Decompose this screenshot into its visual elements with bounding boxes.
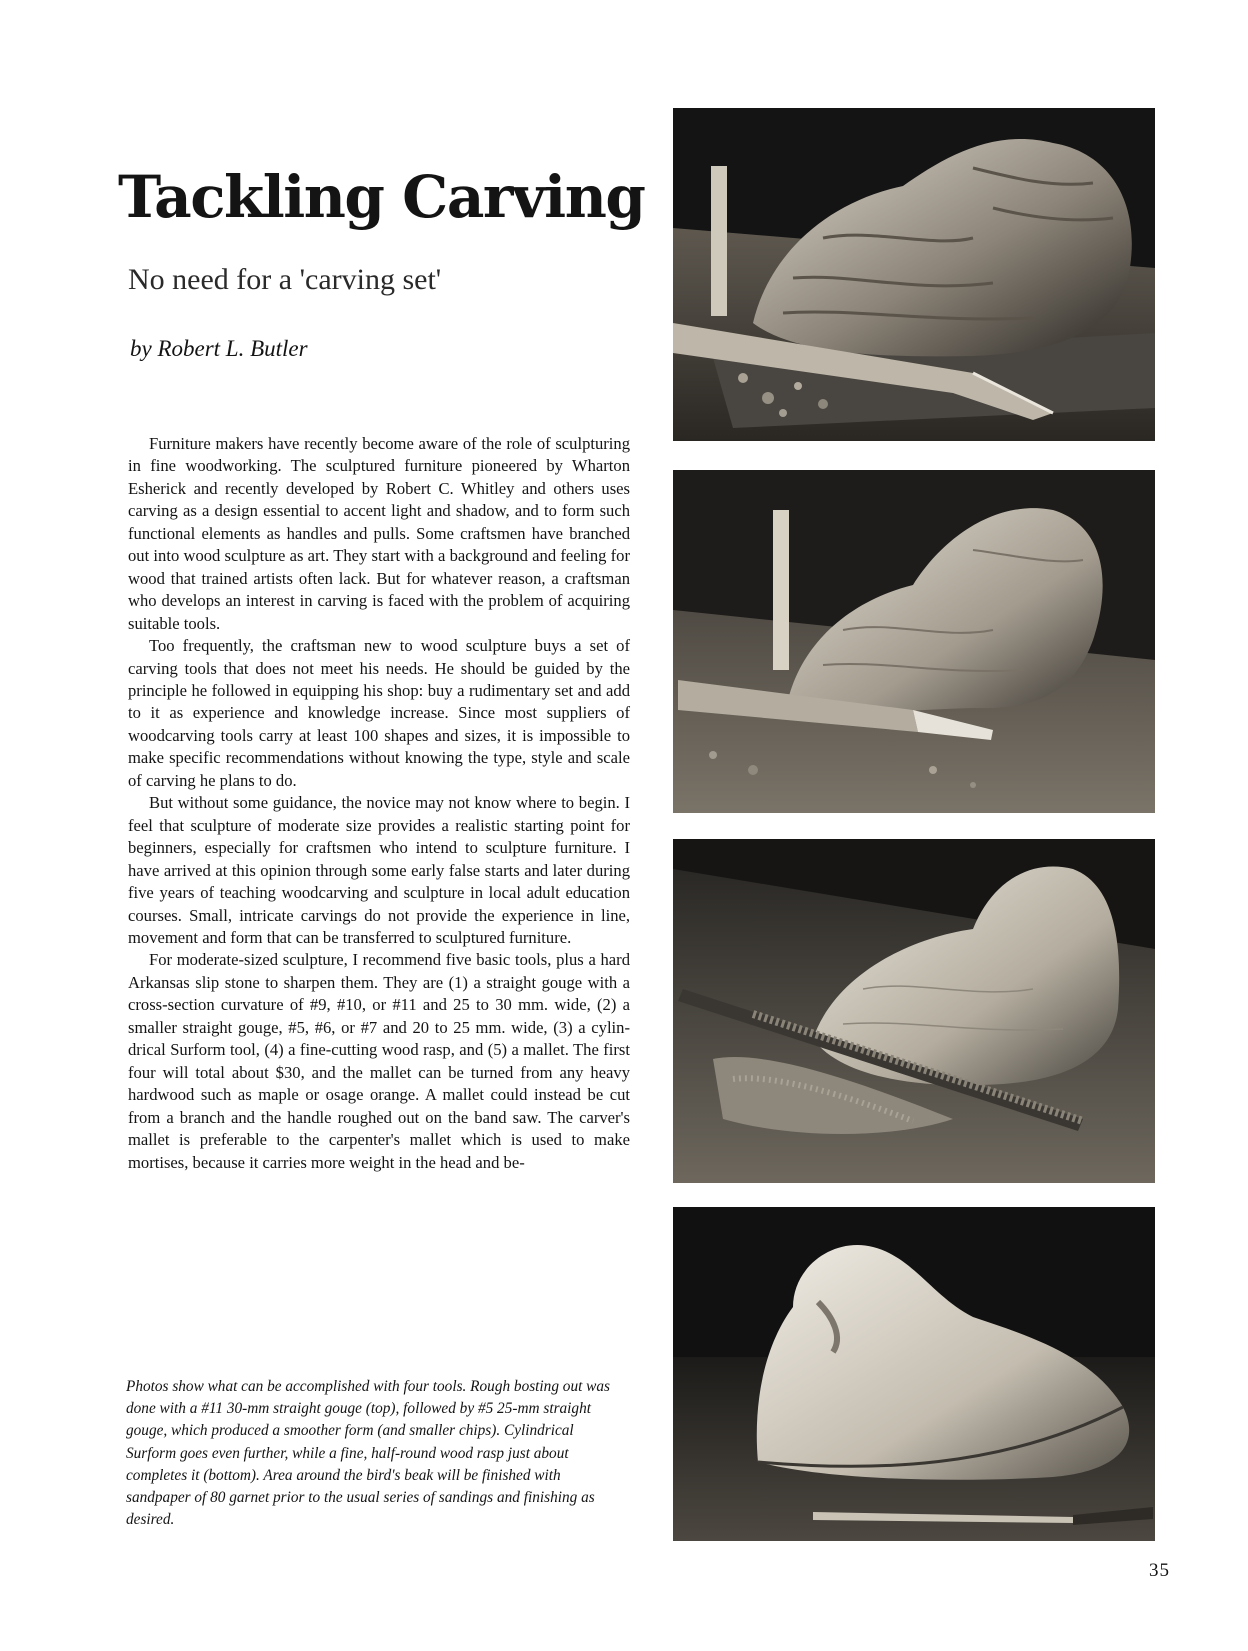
paragraph: Too frequently, the craftsman new to wood sculpture buys a set of carving tools that does not meet his needs. He should be guided by the principle he followed in equipping his shop: buy a rudimentary set and add to it as experience and knowledge increase. Since most suppliers of woodcarving tools carry at least 100 shapes and sizes, it is impossible to make specific recommendations without knowing the type, style and scale of carving he plans to do.: [128, 636, 630, 790]
paragraph: But without some guidance, the novice may not know where to begin. I feel that sculpture of moderate size provides a realistic starting point for beginners, especially for craftsmen who intend to sculpture furniture. I have arrived at this opinion through some early false starts and later during five years of teaching woodcarving and sculpture in local adult education courses. Small, intricate carvings do not provide the experience in line, movement and form that can be transferred to sculptured furniture.: [128, 793, 630, 947]
page-number: 35: [1149, 1560, 1170, 1581]
article-subtitle: No need for a 'carving set': [128, 263, 442, 296]
photo-rough-carving: [673, 108, 1155, 441]
paragraph: Furniture makers have recently become aware of the role of sculpturing in fine woodworking. The sculptured furniture pioneered by Wharton Esherick and recently developed by Robert C. Whitley and others uses carving as a design essential to accent light and shadow, and to form such functional elements as handles and pulls. Some craftsmen have branched out into wood sculpture as art. They start with a background and feeling for wood that trained artists often lack. But for whatever reason, a craftsman who develops an interest in carving is faced with the problem of acquiring suitable tools.: [128, 434, 630, 633]
paragraph: For moderate-sized sculpture, I recommend five basic tools, plus a hard Arkansas slip stone to sharpen them. They are (1) a straight gouge with a cross-section curvature of #9, #10, or #11 and 25 to 30 mm. wide, (2) a smaller straight gouge, #5, #6, or #7 and 20 to 25 mm. wide, (3) a cylindrical Surform tool, (4) a fine-cutting wood rasp, and (5) a mallet. The first four will total about $30, and the mallet can be turned from any heavy hardwood such as maple or osage orange. A mallet could instead be cut from a branch and the handle roughed out on the band saw. The carver's mallet is preferable to the carpenter's mallet which is used to make mortises, because it carries more weight in the head and be-: [128, 950, 630, 1172]
photo-surform-carving: [673, 839, 1155, 1183]
article-title: Tackling Carving: [118, 163, 645, 231]
photo-finished-carving: [673, 1207, 1155, 1541]
photo-caption: Photos show what can be accomplished with four tools. Rough bosting out was done with a #11 30-mm straight gouge (top), followed by #5 25-mm straight gouge, which produced a smoother form (and smaller chips). Cylindrical Surform goes even further, while a fine, half-round wood rasp just about completes it (bottom). Area around the bird's beak will be finished with sandpaper of 80 garnet prior to the usual series of sandings and finishing as desired.: [126, 1378, 610, 1529]
photo-smoother-carving: [673, 470, 1155, 813]
byline: by Robert L. Butler: [130, 336, 308, 361]
article-body: [128, 433, 630, 1174]
